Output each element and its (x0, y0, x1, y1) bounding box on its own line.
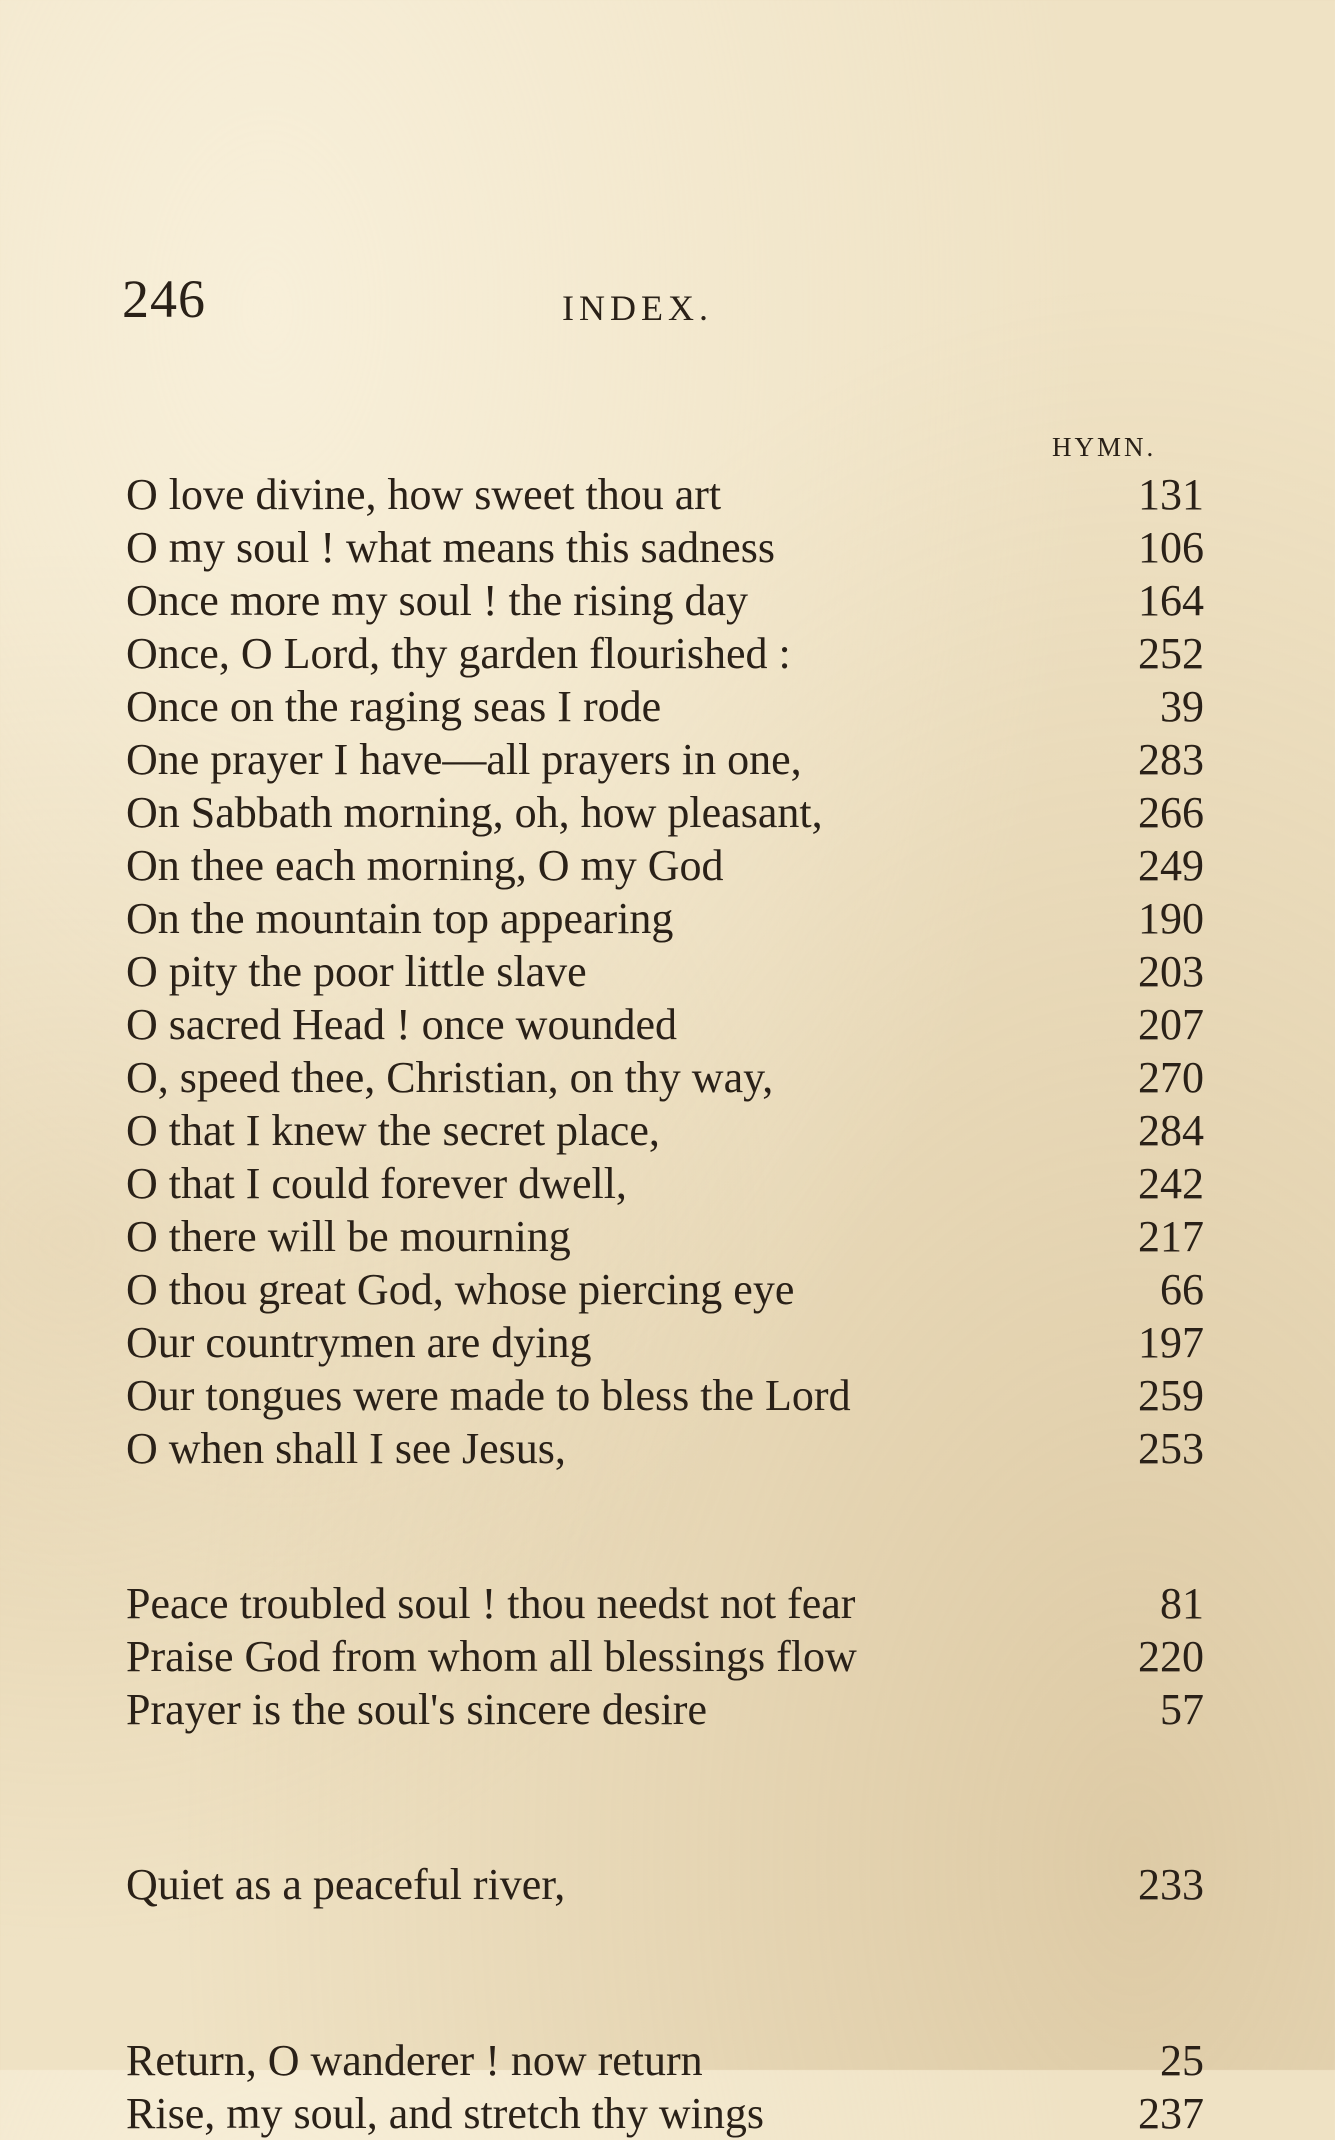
entry-hymn-number: 131 (1138, 470, 1204, 519)
entry-hymn-number: 164 (1138, 576, 1204, 625)
entry-first-line: On the mountain top appearing (126, 894, 674, 943)
entry-first-line: Praise God from whom all blessings flow (126, 1632, 857, 1681)
entry-hymn-number: 81 (1160, 1579, 1204, 1628)
entry-first-line: O, speed thee, Christian, on thy way, (126, 1053, 774, 1102)
entry-first-line: Return, O wanderer ! now return (126, 2036, 703, 2085)
entry-hymn-number: 25 (1160, 2036, 1204, 2085)
entry-first-line: Quiet as a peaceful river, (126, 1860, 566, 1909)
index-entry (126, 1369, 1204, 1422)
index-entry (126, 1210, 1204, 1263)
entry-first-line: On thee each morning, O my God (126, 841, 724, 890)
entry-first-line: O pity the poor little slave (126, 947, 587, 996)
index-entry (126, 1316, 1204, 1369)
entry-first-line: Once, O Lord, thy garden flourished : (126, 629, 791, 678)
index-entry (126, 2034, 1204, 2087)
group-separator (126, 1911, 1204, 2034)
entry-hymn-number: 284 (1138, 1106, 1204, 1155)
hymn-column-heading: HYMN. (1052, 432, 1157, 462)
entry-first-line: Our countrymen are dying (126, 1318, 592, 1367)
entry-hymn-number: 242 (1138, 1159, 1204, 1208)
entry-first-line: O there will be mourning (126, 1212, 571, 1261)
entry-first-line: O thou great God, whose piercing eye (126, 1265, 795, 1314)
index-entry (126, 733, 1204, 786)
index-entry (126, 1263, 1204, 1316)
entry-hymn-number: 233 (1138, 1860, 1204, 1909)
entry-hymn-number: 203 (1138, 947, 1204, 996)
index-entry (126, 521, 1204, 574)
index-entry (126, 574, 1204, 627)
entry-first-line: O that I knew the secret place, (126, 1106, 660, 1155)
entry-hymn-number: 266 (1138, 788, 1204, 837)
entry-hymn-number: 259 (1138, 1371, 1204, 1420)
index-entry (126, 786, 1204, 839)
entry-hymn-number: 57 (1160, 1685, 1204, 1734)
entry-first-line: Once on the raging seas I rode (126, 682, 662, 731)
entry-first-line: O sacred Head ! once wounded (126, 1000, 677, 1049)
page-number: 246 (122, 269, 206, 329)
index-entry (126, 468, 1204, 521)
index-entry (126, 1577, 1204, 1630)
index-entry (126, 1858, 1204, 1911)
index-entries (126, 468, 1204, 2140)
index-entry (126, 839, 1204, 892)
index-entry (126, 1422, 1204, 1475)
entry-first-line: One prayer I have—all prayers in one, (126, 735, 802, 784)
entry-first-line: Our tongues were made to bless the Lord (126, 1371, 851, 1420)
entry-hymn-number: 237 (1138, 2089, 1204, 2138)
entry-hymn-number: 252 (1138, 629, 1204, 678)
index-entry (126, 945, 1204, 998)
entry-hymn-number: 283 (1138, 735, 1204, 784)
index-entry (126, 1683, 1204, 1736)
entry-first-line: Peace troubled soul ! thou needst not fear (126, 1579, 856, 1628)
index-entry (126, 2087, 1204, 2140)
entry-hymn-number: 270 (1138, 1053, 1204, 1102)
entry-hymn-number: 253 (1138, 1424, 1204, 1473)
entry-first-line: Rise, my soul, and stretch thy wings (126, 2089, 764, 2138)
entry-hymn-number: 39 (1160, 682, 1204, 731)
entry-hymn-number: 190 (1138, 894, 1204, 943)
entry-first-line: O that I could forever dwell, (126, 1159, 627, 1208)
page-title: INDEX. (562, 288, 713, 328)
entry-hymn-number: 220 (1138, 1632, 1204, 1681)
index-entry (126, 680, 1204, 733)
entry-hymn-number: 249 (1138, 841, 1204, 890)
entry-hymn-number: 106 (1138, 523, 1204, 572)
index-entry (126, 998, 1204, 1051)
entry-hymn-number: 66 (1160, 1265, 1204, 1314)
entry-hymn-number: 217 (1138, 1212, 1204, 1261)
entry-first-line: On Sabbath morning, oh, how pleasant, (126, 788, 823, 837)
entry-first-line: O my soul ! what means this sadness (126, 523, 775, 572)
entry-first-line: O love divine, how sweet thou art (126, 470, 722, 519)
index-entry (126, 1051, 1204, 1104)
entry-first-line: O when shall I see Jesus, (126, 1424, 566, 1473)
index-entry (126, 1630, 1204, 1683)
entry-hymn-number: 207 (1138, 1000, 1204, 1049)
group-separator (126, 1736, 1204, 1858)
entry-hymn-number: 197 (1138, 1318, 1204, 1367)
index-entry (126, 1157, 1204, 1210)
index-entry (126, 627, 1204, 680)
group-separator (126, 1475, 1204, 1577)
index-entry (126, 1104, 1204, 1157)
entry-first-line: Once more my soul ! the rising day (126, 576, 748, 625)
entry-first-line: Prayer is the soul's sincere desire (126, 1685, 707, 1734)
index-entry (126, 892, 1204, 945)
